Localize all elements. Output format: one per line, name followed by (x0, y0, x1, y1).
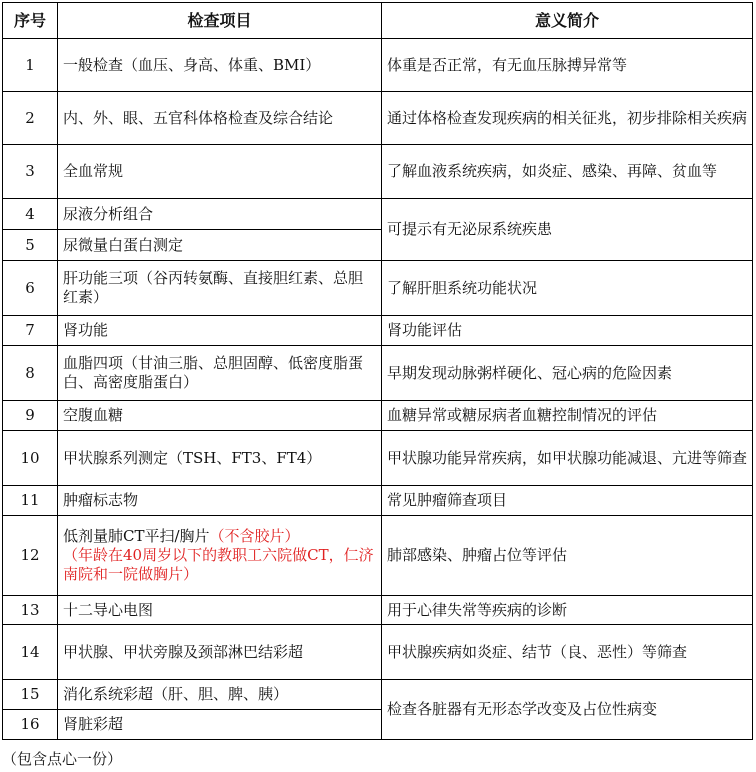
row-description: 甲状腺疾病如炎症、结节（良、恶性）等筛查 (382, 625, 753, 680)
row-number: 16 (3, 710, 58, 740)
row-number: 3 (3, 145, 58, 199)
table-row (3, 39, 753, 92)
row-description: 体重是否正常，有无血压脉搏异常等 (382, 39, 753, 92)
table-row (3, 346, 753, 401)
row-number: 1 (3, 39, 58, 92)
row-item: 消化系统彩超（肝、胆、脾、胰） (58, 680, 382, 710)
table-row (3, 261, 753, 316)
row-item: 尿液分析组合 (58, 199, 382, 230)
row-description: 可提示有无泌尿系统疾患 (382, 199, 753, 261)
row-item-note: （不含胶片） (209, 527, 300, 545)
row-description: 检查各脏器有无形态学改变及占位性病变 (382, 680, 753, 740)
row-number: 2 (3, 92, 58, 145)
row-item: 肾脏彩超 (58, 710, 382, 740)
row-item: 一般检查（血压、身高、体重、BMI） (58, 39, 382, 92)
table-row (3, 516, 753, 596)
table-row (3, 431, 753, 486)
header-description: 意义简介 (382, 3, 753, 39)
row-description: 甲状腺功能异常疾病，如甲状腺功能减退、亢进等筛查 (382, 431, 753, 486)
header-item: 检查项目 (58, 3, 382, 39)
row-description: 用于心律失常等疾病的诊断 (382, 596, 753, 625)
row-item: 甲状腺系列测定（TSH、FT3、FT4） (58, 431, 382, 486)
row-description: 血糖异常或糖尿病者血糖控制情况的评估 (382, 401, 753, 431)
row-description: 了解肝胆系统功能状况 (382, 261, 753, 316)
row-item: 肝功能三项（谷丙转氨酶、直接胆红素、总胆红素） (58, 261, 382, 316)
row-item: 血脂四项（甘油三脂、总胆固醇、低密度脂蛋白、高密度脂蛋白） (58, 346, 382, 401)
exam-items-table (2, 2, 753, 740)
row-number: 13 (3, 596, 58, 625)
row-number: 5 (3, 230, 58, 261)
row-number: 14 (3, 625, 58, 680)
table-row (3, 680, 753, 710)
table-row (3, 401, 753, 431)
footnote: （包含点心一份） (2, 750, 123, 768)
row-number: 4 (3, 199, 58, 230)
row-number: 8 (3, 346, 58, 401)
row-item-text: 低剂量肺CT平扫/胸片 (63, 527, 210, 545)
row-item: 十二导心电图 (58, 596, 382, 625)
row-item (58, 516, 382, 596)
row-item: 肾功能 (58, 316, 382, 346)
table-row (3, 92, 753, 145)
header-row (3, 3, 753, 39)
row-description: 肾功能评估 (382, 316, 753, 346)
row-description: 早期发现动脉粥样硬化、冠心病的危险因素 (382, 346, 753, 401)
row-item: 全血常规 (58, 145, 382, 199)
row-description: 常见肿瘤筛查项目 (382, 486, 753, 516)
table-row (3, 316, 753, 346)
table-row (3, 145, 753, 199)
row-description: 通过体格检查发现疾病的相关征兆，初步排除相关疾病 (382, 92, 753, 145)
table-row (3, 625, 753, 680)
row-description: 肺部感染、肿瘤占位等评估 (382, 516, 753, 596)
row-item-note-detail: （年龄在40周岁以下的教职工六院做CT，仁济南院和一院做胸片） (63, 546, 374, 583)
row-number: 9 (3, 401, 58, 431)
row-item: 内、外、眼、五官科体格检查及综合结论 (58, 92, 382, 145)
row-number: 11 (3, 486, 58, 516)
row-description: 了解血液系统疾病，如炎症、感染、再障、贫血等 (382, 145, 753, 199)
row-number: 10 (3, 431, 58, 486)
row-item: 尿微量白蛋白测定 (58, 230, 382, 261)
table-row (3, 486, 753, 516)
table-row (3, 199, 753, 230)
row-item: 甲状腺、甲状旁腺及颈部淋巴结彩超 (58, 625, 382, 680)
header-number: 序号 (3, 3, 58, 39)
row-number: 7 (3, 316, 58, 346)
row-number: 12 (3, 516, 58, 596)
row-item: 空腹血糖 (58, 401, 382, 431)
table-row (3, 596, 753, 625)
row-item: 肿瘤标志物 (58, 486, 382, 516)
row-number: 15 (3, 680, 58, 710)
row-number: 6 (3, 261, 58, 316)
